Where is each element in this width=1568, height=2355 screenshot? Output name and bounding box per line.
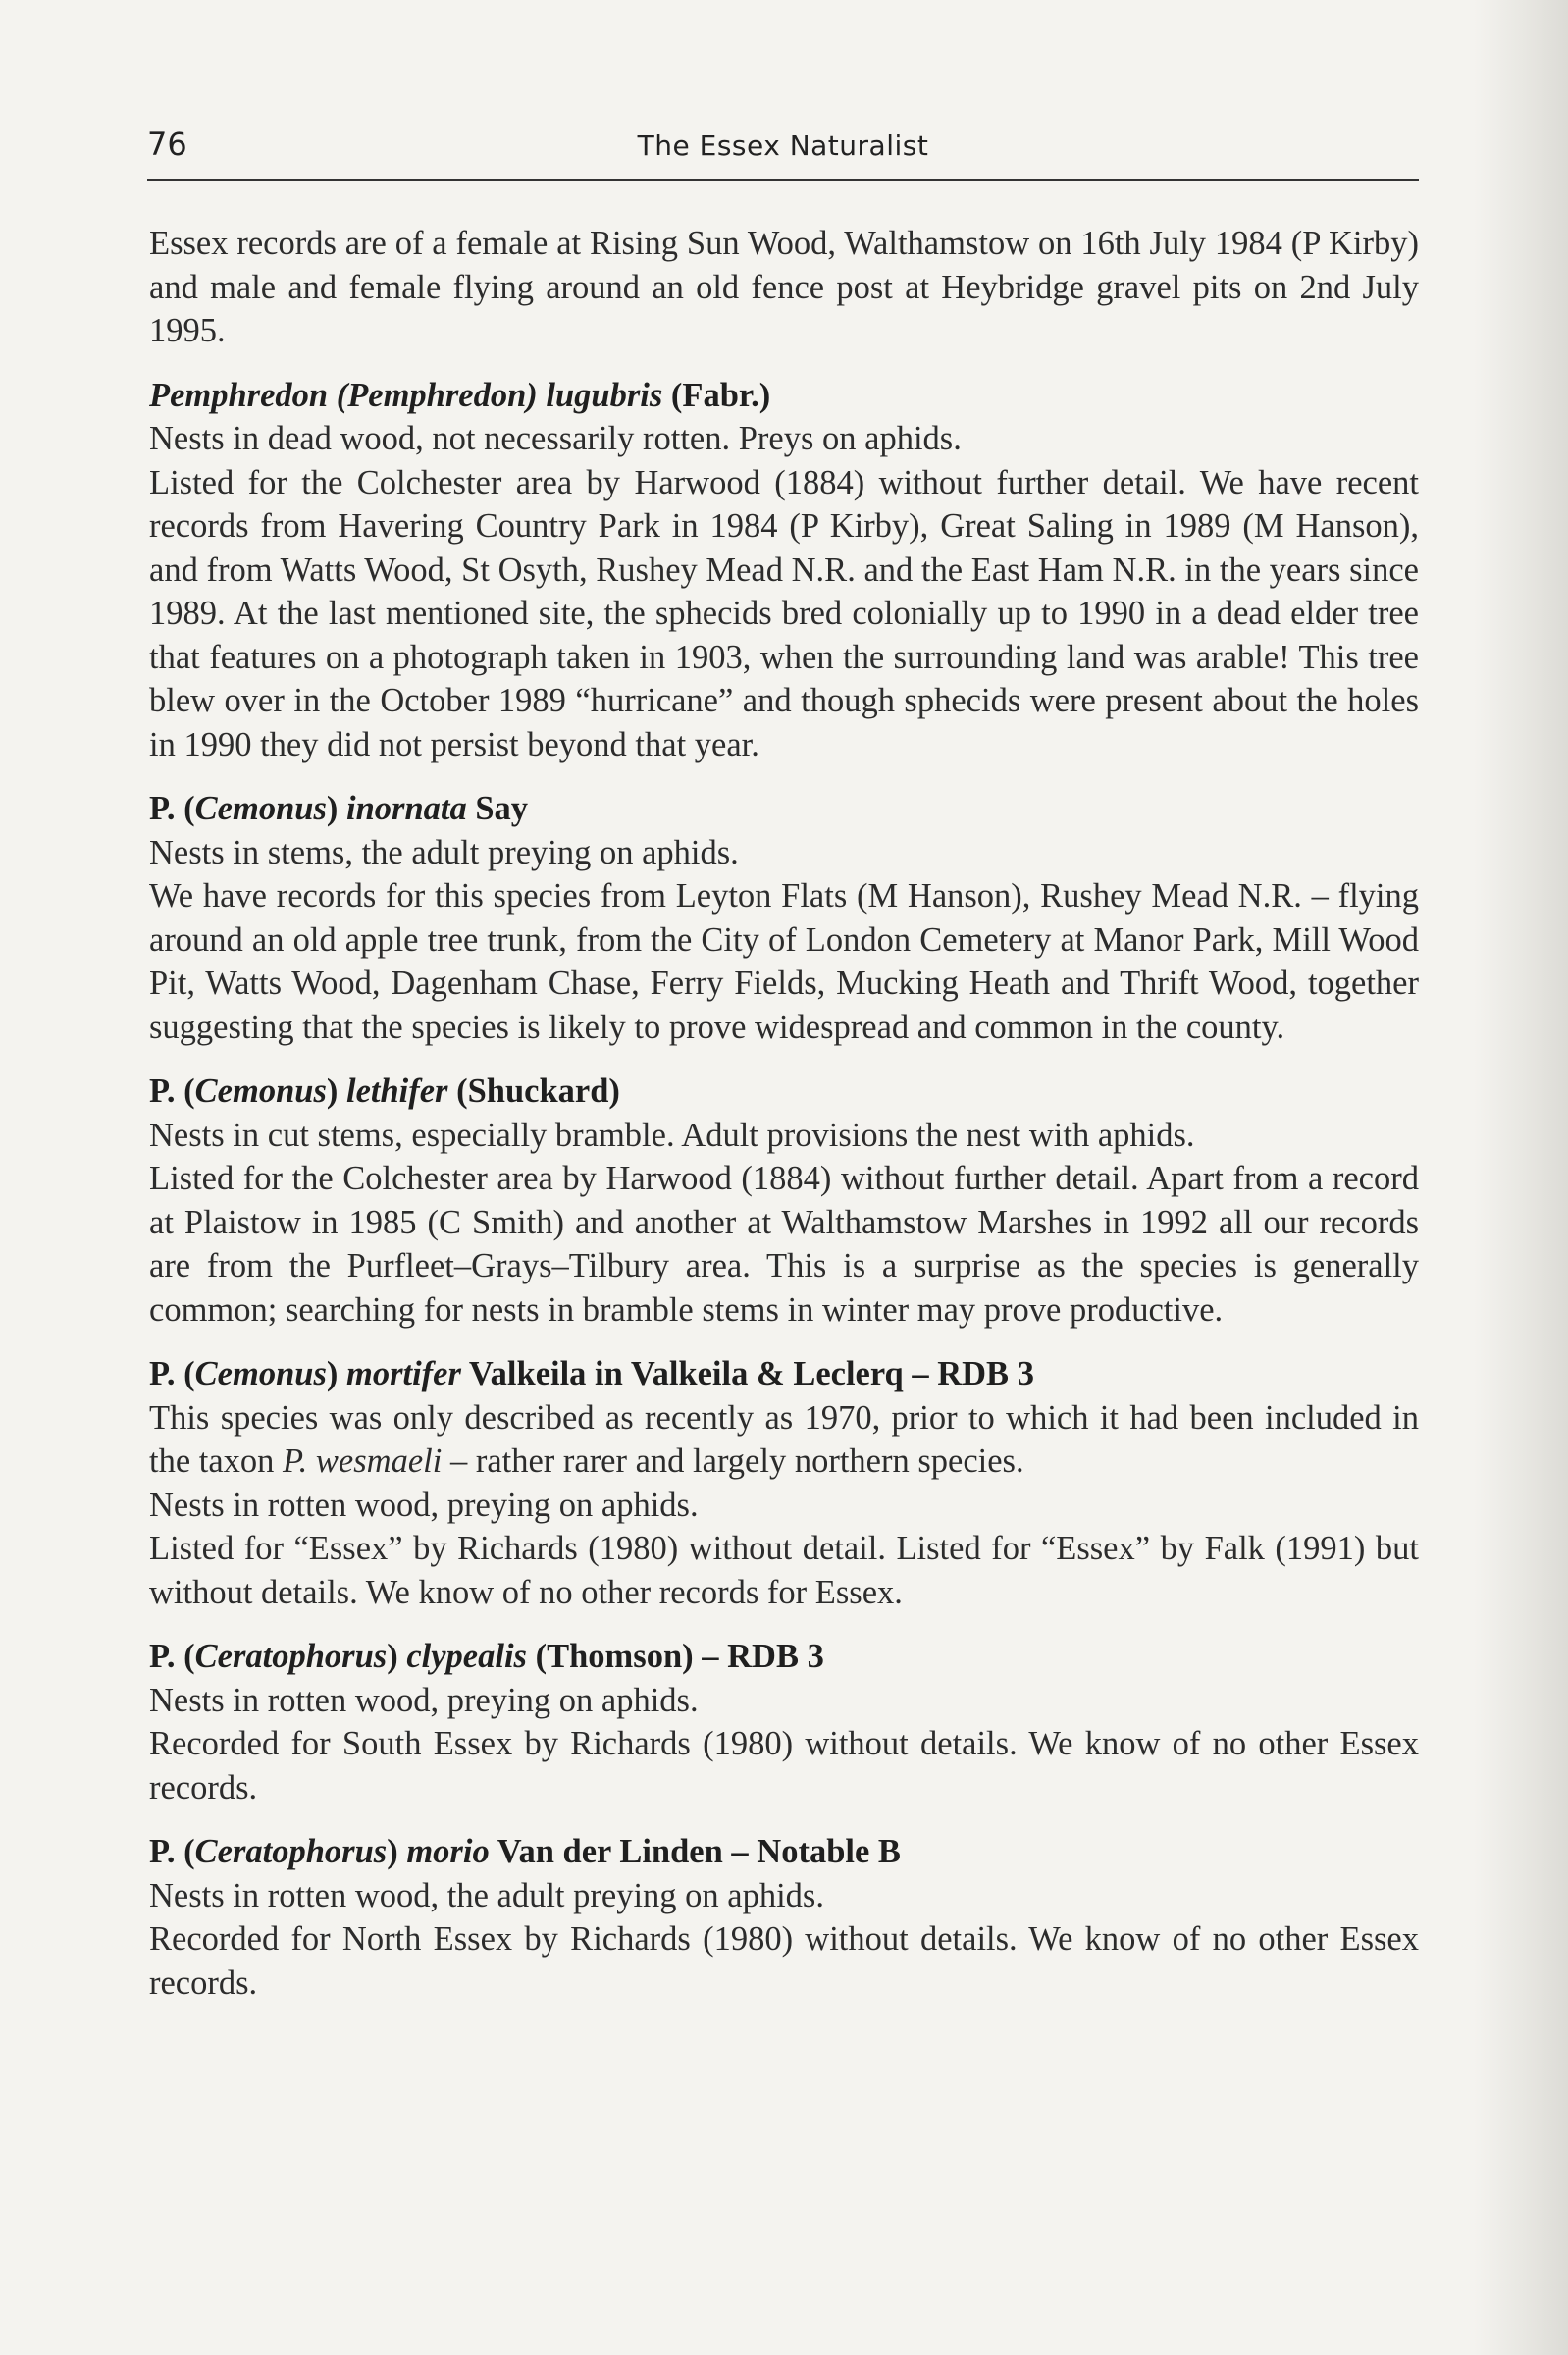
species-author: Valkeila in Valkeila & Leclerq – RDB 3 xyxy=(460,1355,1034,1392)
species-name: morio xyxy=(406,1833,490,1870)
genus-abbrev: P. ( xyxy=(149,1355,195,1392)
genus-abbrev: P. ( xyxy=(149,1073,195,1110)
species-entry xyxy=(149,1830,1419,2005)
species-records: Listed for “Essex” by Richards (1980) without detail. Listed for “Essex” by Falk (1991) but without details. We know of no other records for Essex. xyxy=(149,1530,1419,1611)
species-name: Pemphredon (Pemphredon) lugubris xyxy=(149,376,663,414)
subgenus-name: Cemonus xyxy=(194,1355,327,1392)
genus-abbrev: P. ( xyxy=(149,1833,195,1870)
heading-separator: ) xyxy=(387,1638,407,1675)
species-description xyxy=(149,1396,1419,1484)
heading-separator: ) xyxy=(326,1355,346,1392)
species-name: lethifer xyxy=(346,1073,448,1110)
species-name: inornata xyxy=(346,790,467,827)
subgenus-name: Cemonus xyxy=(194,1073,327,1110)
species-author: (Shuckard) xyxy=(447,1073,620,1110)
species-heading xyxy=(149,1070,1419,1114)
species-habit: Nests in rotten wood, the adult preying on aphids. xyxy=(149,1876,824,1914)
species-habit: Nests in rotten wood, preying on aphids. xyxy=(149,1681,699,1719)
species-heading xyxy=(149,1352,1419,1396)
species-name: clypealis xyxy=(406,1638,527,1675)
heading-separator: ) xyxy=(387,1833,407,1870)
species-author: Say xyxy=(466,790,529,827)
species-entry xyxy=(149,1070,1419,1332)
species-heading xyxy=(149,787,1419,831)
species-records: Listed for the Colchester area by Harwood (1884) without further detail. Apart from a record at Plaistow in 1985 (C Smith) and another at Walthamstow Marshes in 1992 all our records are from the Purfleet–Grays–Tilbury area. This is a surprise as the species is generally common; searching for nests in bramble stems in winter may prove productive. xyxy=(149,1160,1419,1329)
species-heading xyxy=(149,374,1419,418)
species-habit: Nests in dead wood, not necessarily rotten. Preys on aphids. xyxy=(149,420,962,457)
description-text: – rather rarer and largely northern species. xyxy=(442,1442,1024,1480)
species-entry xyxy=(149,787,1419,1049)
page-number: 76 xyxy=(147,126,187,163)
taxon-name: P. wesmaeli xyxy=(283,1442,443,1480)
heading-separator: ) xyxy=(326,790,346,827)
species-records: Recorded for North Essex by Richards (1980) without details. We know of no other Essex records. xyxy=(149,1920,1419,2002)
species-author: (Thomson) – RDB 3 xyxy=(526,1638,824,1675)
subgenus-name: Ceratophorus xyxy=(194,1833,388,1870)
intro-paragraph: Essex records are of a female at Rising Sun Wood, Walthamstow on 16th July 1984 (P Kirby) and male and female flying around an old fence post at Heybridge gravel pits on 2nd July 1995. xyxy=(149,225,1419,349)
species-records: We have records for this species from Leyton Flats (M Hanson), Rushey Mead N.R. – flying around an old apple tree trunk, from the City of London Cemetery at Manor Park, Mill Wood Pit, Watts Wood, Dagenham Chase, Ferry Fields, Mucking Heath and Thrift Wood, together suggesting that the species is likely to prove widespread and common in the county. xyxy=(149,877,1419,1046)
species-name: mortifer xyxy=(346,1355,461,1392)
article-body xyxy=(149,222,1419,2005)
heading-separator: ) xyxy=(326,1073,346,1110)
page-header xyxy=(147,126,1419,181)
species-entry xyxy=(149,374,1419,767)
species-entry xyxy=(149,1352,1419,1614)
species-entry xyxy=(149,1635,1419,1809)
species-habit: Nests in rotten wood, preying on aphids. xyxy=(149,1486,699,1524)
species-habit: Nests in stems, the adult preying on aphids. xyxy=(149,833,739,871)
genus-abbrev: P. ( xyxy=(149,790,195,827)
species-author: Van der Linden – Notable B xyxy=(489,1833,901,1870)
species-records: Listed for the Colchester area by Harwood (1884) without further detail. We have recent records from Havering Country Park in 1984 (P Kirby), Great Saling in 1989 (M Hanson), and from Watts Wood, St Osyth, Rushey Mead N.R. and the East Ham N.R. in the years since 1989. At the last mentioned site, the sphecids bred colonially up to 1990 in a dead elder tree that features on a photograph taken in 1903, when the surrounding land was arable! This tree blew over in the October 1989 “hurricane” and though sphecids were present about the holes in 1990 they did not persist beyond that year. xyxy=(149,463,1419,763)
species-records: Recorded for South Essex by Richards (1980) without details. We know of no other Essex records. xyxy=(149,1725,1419,1806)
species-heading xyxy=(149,1830,1419,1874)
running-title: The Essex Naturalist xyxy=(637,130,929,162)
species-habit: Nests in cut stems, especially bramble. Adult provisions the nest with aphids. xyxy=(149,1116,1195,1154)
species-heading xyxy=(149,1635,1419,1679)
description-text: This species was only described as recently as 1970, prior to which it had been included in the taxon xyxy=(149,1398,1419,1480)
species-author: (Fabr.) xyxy=(662,376,771,414)
subgenus-name: Cemonus xyxy=(194,790,327,827)
subgenus-name: Ceratophorus xyxy=(194,1638,388,1675)
genus-abbrev: P. ( xyxy=(149,1638,195,1675)
